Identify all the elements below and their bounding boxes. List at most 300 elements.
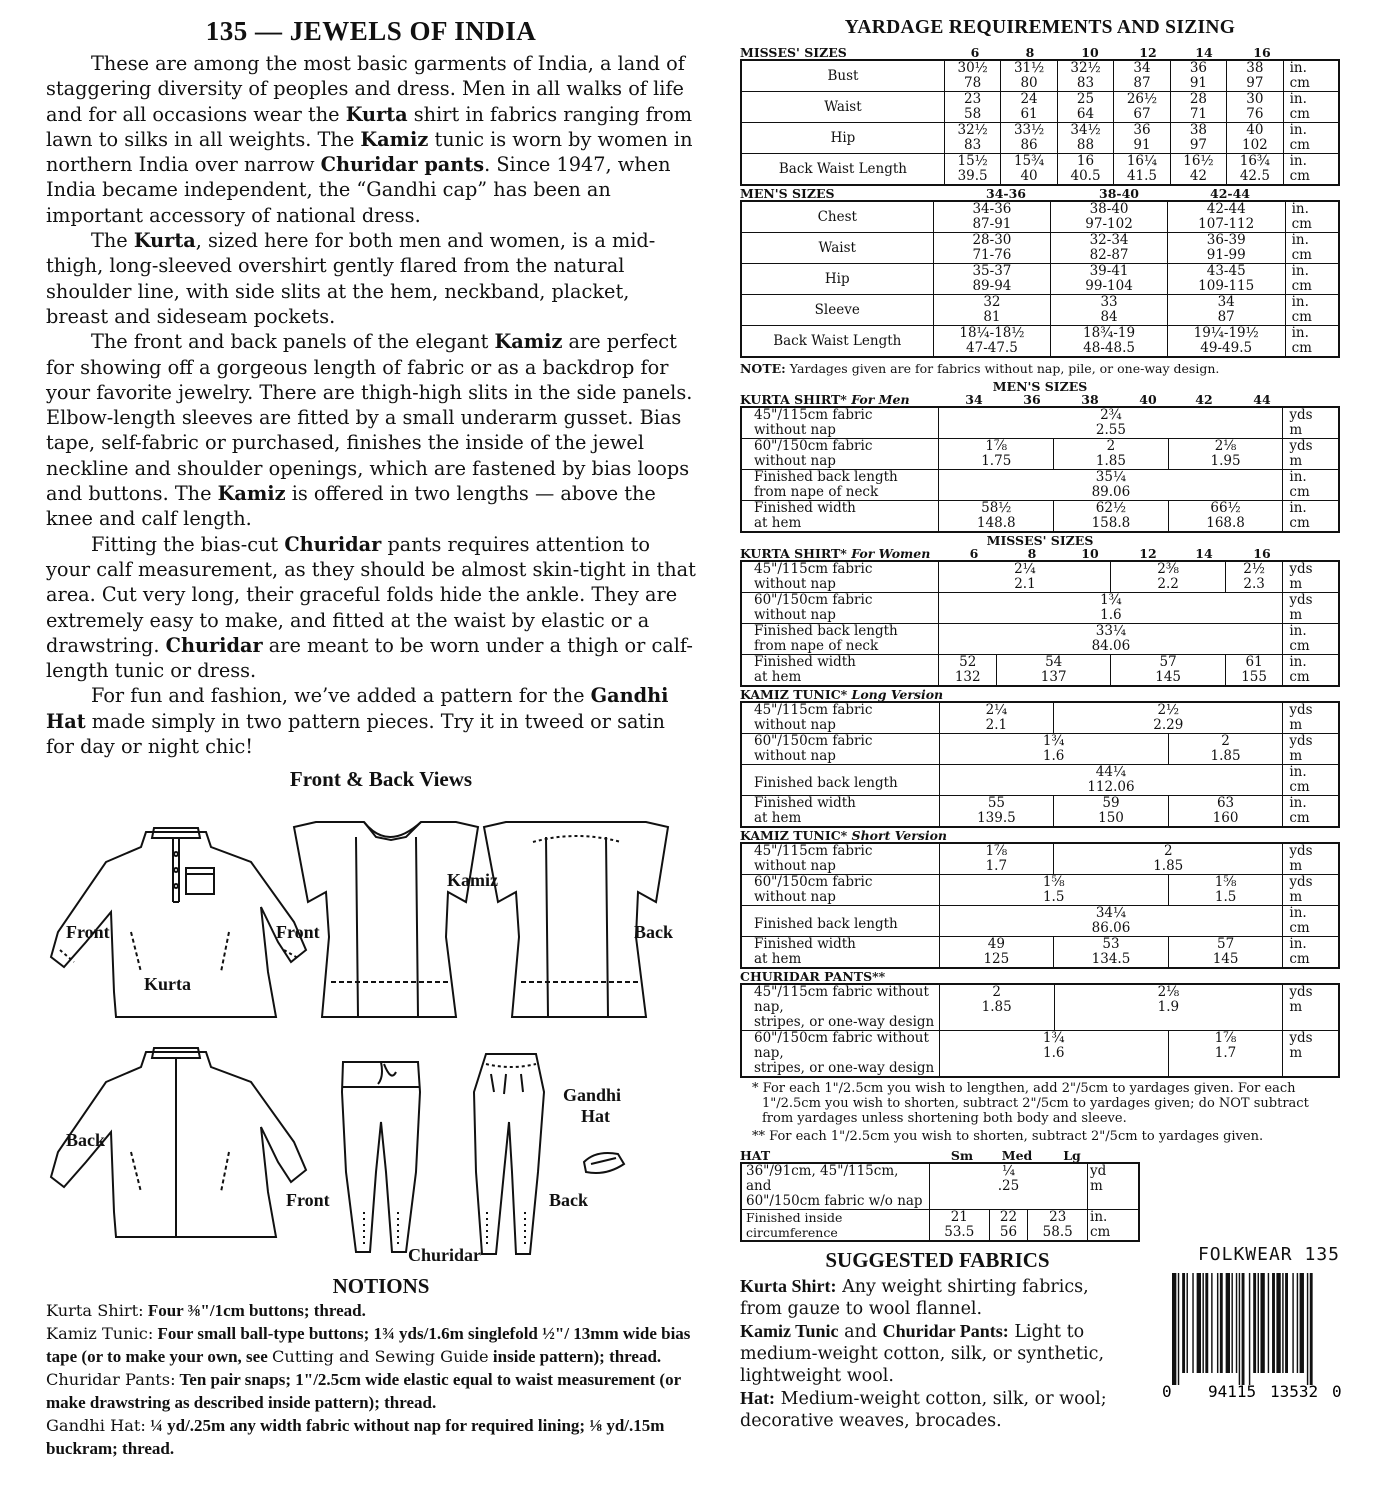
yardage-cell: 1¾ 1.6 (939, 1031, 1168, 1078)
barcode-bar (1226, 1273, 1230, 1373)
barcode-bar (1268, 1273, 1269, 1373)
barcode-bar (1197, 1273, 1201, 1373)
section-subname: For Women (846, 546, 931, 561)
yardage-cell: 1⅝ 1.5 (939, 875, 1168, 906)
yardage-title: YARDAGE REQUIREMENTS AND SIZING (844, 17, 1236, 38)
row-label: Back Waist Length (741, 326, 933, 358)
row-label: Sleeve (741, 295, 933, 326)
barcode-bar (1202, 1273, 1203, 1373)
barcode-block (1160, 1244, 1340, 1409)
size-header: 42 (1195, 392, 1213, 407)
unit-cell: in. cm (1283, 501, 1339, 533)
yardage-cell: 52 132 (939, 655, 997, 687)
size-header: 36 (1023, 392, 1041, 407)
size-header: 40 (1139, 392, 1157, 407)
section-name: KAMIZ TUNIC* Long Version (740, 687, 944, 702)
size-header: 14 (1195, 546, 1213, 561)
size-header: 12 (1139, 546, 1157, 561)
size-cell: 30½ 78 (944, 60, 1000, 92)
table-row (741, 937, 1339, 969)
unit-cell: in. cm (1285, 326, 1339, 358)
row-label: Finished width at hem (741, 937, 939, 969)
yardage-cell: ¼ .25 (930, 1163, 1088, 1210)
barcode-bar (1220, 1273, 1223, 1373)
unit-cell: yds m (1283, 702, 1339, 734)
row-label: 60"/150cm fabric without nap (741, 734, 939, 765)
size-header: Sm (950, 1148, 974, 1163)
sizing-table (740, 59, 1340, 186)
yardage-cell: 1⅞ 1.75 (939, 439, 1054, 470)
unit-cell: in. cm (1285, 201, 1339, 233)
hat-table (740, 1162, 1140, 1242)
size-cell: 15¾ 40 (1001, 154, 1057, 186)
section-heading (740, 828, 1340, 842)
unit-cell: in. cm (1283, 906, 1339, 937)
mens-sizes-label: MEN'S SIZES (992, 379, 1088, 394)
yardage-cell: 59 150 (1054, 796, 1169, 828)
barcode-bar (1307, 1273, 1308, 1385)
barcode-bar (1282, 1273, 1283, 1373)
row-label: 60"/150cm fabric without nap (741, 593, 939, 624)
kamiz-label: Kamiz (447, 870, 498, 891)
size-cell: 16 40.5 (1057, 154, 1113, 186)
kamiz-front-label: Front (276, 922, 320, 943)
row-label: 45"/115cm fabric without nap (741, 561, 939, 593)
notions-list (46, 1299, 696, 1460)
table-row (741, 561, 1339, 593)
row-label: Hip (741, 264, 933, 295)
size-header: 16 (1253, 546, 1271, 561)
notion-item: Gandhi Hat: ¼ yd/.25m any width fabric without nap for required lining; ⅛ yd/.15m buckram; thread. (46, 1416, 665, 1459)
intro-paragraph: For fun and fashion, we’ve added a pattern for the Gandhi Hat made simply in two pattern pieces. Try it in tweed or satin for day or night chic! (46, 684, 669, 759)
unit-cell: in. cm (1283, 60, 1339, 92)
intro-paragraph: Fitting the bias-cut Churidar pants requires attention to your calf measurement, as they should be almost skin-tight in that area. Cut very long, their graceful folds hide the ankle. They are extremely easy to make, and fitted at the waist by elastic or a drawstring. Churidar are meant to be worn under a thigh or calf-length tunic or dress. (46, 532, 696, 683)
yardage-cell: 1⅞ 1.7 (1168, 1031, 1283, 1078)
table-row (741, 264, 1339, 295)
unit-cell: in. cm (1283, 154, 1339, 186)
kurta-front-label: Front (66, 922, 110, 943)
section-heading (740, 186, 1340, 200)
barcode-bar (1310, 1273, 1313, 1385)
size-cell: 32 81 (933, 295, 1051, 326)
unit-cell: in. cm (1283, 796, 1339, 828)
table-row (741, 295, 1339, 326)
table-row (741, 60, 1339, 92)
notion-item: Churidar Pants: Ten pair snaps; 1"/2.5cm wide elastic equal to waist measurement (or make drawstring as described inside pattern); thread. (46, 1370, 681, 1413)
section-subname: For Men (846, 392, 910, 407)
table-row (741, 470, 1339, 501)
barcode-bar (1172, 1273, 1176, 1385)
bottom-area (740, 1244, 1342, 1448)
barcode-bar (1249, 1273, 1250, 1385)
suggested-fabrics-title: SUGGESTED FABRICS (825, 1248, 1050, 1272)
yardage-cell: 2¾ 2.55 (939, 407, 1283, 439)
size-header: 44 (1253, 392, 1271, 407)
table-row (741, 1031, 1339, 1078)
size-cell: 35-37 89-94 (933, 264, 1051, 295)
barcode-bar (1258, 1273, 1259, 1373)
table-row (741, 593, 1339, 624)
section-name: HAT (740, 1148, 771, 1163)
barcode-bar (1217, 1273, 1218, 1373)
table-row (741, 123, 1339, 154)
size-cell: 33 84 (1051, 295, 1167, 326)
churidar-front-label: Front (286, 1190, 330, 1211)
barcode-bar (1187, 1273, 1188, 1373)
size-cell: 32-34 82-87 (1051, 233, 1167, 264)
barcode-digits: 0 (1332, 1382, 1342, 1401)
unit-cell: yds m (1283, 984, 1339, 1031)
unit-cell: in. cm (1283, 92, 1339, 123)
size-header: 6 (969, 546, 979, 561)
yardage-cell: 2 1.85 (1054, 843, 1283, 875)
kurta-back-label: Back (66, 1130, 106, 1151)
section-name: KAMIZ TUNIC* Short Version (740, 828, 948, 843)
size-header: 8 (1025, 45, 1035, 60)
unit-cell: in. cm (1283, 470, 1339, 501)
misses-sizes-label: MISSES' SIZES (986, 533, 1094, 548)
table-row (741, 875, 1339, 906)
yardage-cell: 58½ 148.8 (939, 501, 1054, 533)
fabric-suggestion: Kamiz Tunic and Churidar Pants: Light to medium-weight cotton, silk, or synthetic, lightweight wool. (740, 1321, 1105, 1386)
barcode-bar (1211, 1273, 1212, 1373)
yardage-cell: 2 1.85 (1054, 439, 1169, 470)
unit-cell: yds m (1283, 734, 1339, 765)
size-header: 6 (970, 45, 980, 60)
yardage-table (740, 701, 1340, 828)
yardage-table (740, 560, 1340, 687)
section-heading (740, 1148, 1340, 1162)
unit-cell: yd m (1088, 1163, 1140, 1210)
unit-cell: in. cm (1283, 655, 1339, 687)
yardage-cell: 44¼ 112.06 (939, 765, 1283, 796)
row-label: 45"/115cm fabric without nap (741, 843, 939, 875)
churidar-back-label: Back (549, 1190, 589, 1211)
yardage-cell: 2¼ 2.1 (939, 561, 1111, 593)
unit-cell: in. cm (1283, 937, 1339, 969)
yardage-cell: 57 145 (1168, 937, 1283, 969)
unit-cell: yds m (1283, 439, 1339, 470)
unit-cell: in. cm (1283, 624, 1339, 655)
unit-cell: in. cm (1285, 233, 1339, 264)
table-row (741, 655, 1339, 687)
yardage-cell: 53 134.5 (1054, 937, 1169, 969)
barcode-bar (1242, 1273, 1245, 1385)
row-label: Waist (741, 92, 944, 123)
unit-cell: yds m (1283, 407, 1339, 439)
size-header: 16 (1253, 45, 1271, 60)
yardage-cell: 33¼ 84.06 (939, 624, 1283, 655)
notion-item: Kurta Shirt: Four ⅜"/1cm buttons; thread. (46, 1301, 366, 1321)
yardage-cell: 57 145 (1111, 655, 1225, 687)
size-header: 10 (1081, 546, 1099, 561)
size-cell: 25 64 (1057, 92, 1113, 123)
barcode-bar (1205, 1273, 1208, 1373)
table-row (741, 326, 1339, 358)
row-label: 45"/115cm fabric without nap, stripes, or one-way design (741, 984, 939, 1031)
sizing-table (740, 200, 1340, 358)
note: NOTE: Yardages given are for fabrics without nap, pile, or one-way design. (740, 361, 1220, 376)
barcode-bar (1292, 1273, 1293, 1373)
yardage-cell: 2½ 2.29 (1054, 702, 1283, 734)
yardage-table (740, 406, 1340, 533)
table-row (741, 1210, 1139, 1242)
yardage-cell: 35¼ 89.06 (939, 470, 1283, 501)
section-subname: Long Version (847, 687, 944, 702)
row-label: 45"/115cm fabric without nap (741, 702, 939, 734)
row-label: Waist (741, 233, 933, 264)
size-cell: 24 61 (1001, 92, 1057, 123)
table-row (741, 906, 1339, 937)
size-cell: 40 102 (1227, 123, 1283, 154)
size-cell: 19¼-19½ 49-49.5 (1167, 326, 1285, 358)
size-cell: 43-45 109-115 (1167, 264, 1285, 295)
section-name: MISSES' SIZES (740, 45, 847, 60)
size-cell: 26½ 67 (1114, 92, 1170, 123)
right-column (740, 14, 1340, 1448)
footnote: ** For each 1"/2.5cm you wish to shorten, subtract 2"/5cm to yardages given. (752, 1129, 1264, 1144)
size-header: 8 (1027, 546, 1037, 561)
unit-cell: yds m (1283, 561, 1339, 593)
table-row (741, 624, 1339, 655)
row-label: 60"/150cm fabric without nap (741, 439, 939, 470)
section-heading (740, 546, 1340, 560)
intro-text (46, 51, 696, 759)
section-name: CHURIDAR PANTS** (740, 969, 886, 984)
pattern-title: 135 — JEWELS OF INDIA (205, 16, 537, 46)
size-cell: 16½ 42 (1170, 154, 1226, 186)
size-header: 14 (1195, 45, 1213, 60)
yardage-cell: 1⅝ 1.5 (1168, 875, 1283, 906)
row-label: Finished back length (741, 906, 939, 937)
size-cell: 28 71 (1170, 92, 1226, 123)
yardage-cell: 2 1.85 (1168, 734, 1283, 765)
row-label: 60"/150cm fabric without nap, stripes, or one-way design (741, 1031, 939, 1078)
row-label: Bust (741, 60, 944, 92)
yardage-cell: 2½ 2.3 (1225, 561, 1283, 593)
fabric-suggestion: Kurta Shirt: Any weight shirting fabrics, from gauze to wool flannel. (740, 1276, 1089, 1319)
section-heading (740, 45, 1340, 59)
row-label: Back Waist Length (741, 154, 944, 186)
size-cell: 32½ 83 (944, 123, 1000, 154)
table-row (741, 92, 1339, 123)
size-cell: 39-41 99-104 (1051, 264, 1167, 295)
left-column (46, 14, 696, 1460)
row-label: 60"/150cm fabric without nap (741, 875, 939, 906)
section-subname: Short Version (847, 828, 948, 843)
yardage-cell: 2¼ 2.1 (939, 702, 1054, 734)
size-cell: 16¼ 41.5 (1114, 154, 1170, 186)
size-header: 34-36 (986, 186, 1026, 201)
barcode-bar (1276, 1273, 1280, 1373)
size-header: 42-44 (1210, 186, 1250, 201)
size-cell: 18¼-18½ 47-47.5 (933, 326, 1051, 358)
churidar-label: Churidar (408, 1245, 482, 1266)
table-row (741, 702, 1339, 734)
intro-paragraph: The front and back panels of the elegant Kamiz are perfect for showing off a gorgeous length of fabric or as a backdrop for your favorite jewelry. There are thigh-high slits in the side panels. Elbow-length sleeves are fitted by a small underarm gusset. Bias tape, self-fabric or purchased, finishes the inside of the jewel neckline and shoulder openings, which are fastened by bias loops and buttons. The Kamiz is offered in two lengths — above the knee and calf length. (46, 330, 693, 531)
churidar-front-drawing (342, 1062, 420, 1252)
size-cell: 36-39 91-99 (1167, 233, 1285, 264)
yardage-cell: 63 160 (1168, 796, 1283, 828)
yardage-cell: 62½ 158.8 (1054, 501, 1169, 533)
size-header: 10 (1081, 45, 1099, 60)
notions-title: NOTIONS (332, 1274, 430, 1299)
size-cell: 36 91 (1170, 60, 1226, 92)
section-heading (740, 969, 1340, 983)
row-label: Finished width at hem (741, 655, 939, 687)
barcode-digits: 13532 (1270, 1382, 1319, 1401)
table-row (741, 407, 1339, 439)
yardage-tables (740, 45, 1340, 1242)
unit-cell: in. cm (1088, 1210, 1140, 1242)
size-header: 38-40 (1099, 186, 1139, 201)
size-header: 12 (1139, 45, 1157, 60)
barcode-bar (1182, 1273, 1185, 1373)
size-cell: 36 91 (1114, 123, 1170, 154)
barcode-bar (1231, 1273, 1232, 1373)
size-cell: 38 97 (1170, 123, 1226, 154)
yardage-table (740, 842, 1340, 969)
footnote: * For each 1"/2.5cm you wish to lengthen, add 2"/5cm to yardages given. For each 1"/2.5cm you wish to shorten, subtract 2"/5cm to yardages given; do NOT subtract from yardages unless shortening both body and sleeve. (752, 1081, 1309, 1126)
size-header: 38 (1081, 392, 1099, 407)
yardage-cell: 66½ 168.8 (1168, 501, 1283, 533)
kamiz-back-drawing (484, 822, 668, 1017)
table-row (741, 984, 1339, 1031)
gandhi-label: Gandhi (563, 1085, 622, 1106)
size-cell: 31½ 80 (1001, 60, 1057, 92)
unit-cell: in. cm (1283, 123, 1339, 154)
size-cell: 34 87 (1167, 295, 1285, 326)
yardage-cell: 1¾ 1.6 (939, 734, 1168, 765)
row-label: Finished inside circumference (741, 1210, 930, 1242)
size-cell: 18¾-19 48-48.5 (1051, 326, 1167, 358)
row-label: Hip (741, 123, 944, 154)
row-label: Finished back length from nape of neck (741, 470, 939, 501)
views-title: Front & Back Views (289, 767, 473, 792)
notion-item: Kamiz Tunic: Four small ball-type buttons; 1¾ yds/1.6m singlefold ½"/ 13mm wide bias tape (or to make your own, see Cutting and Sewing Guide inside pattern); thread. (46, 1324, 691, 1367)
size-cell: 15½ 39.5 (944, 154, 1000, 186)
row-label: Finished width at hem (741, 501, 939, 533)
table-row (741, 843, 1339, 875)
table-row (741, 765, 1339, 796)
row-label: Chest (741, 201, 933, 233)
size-cell: 42-44 107-112 (1167, 201, 1285, 233)
garment-illustrations (46, 792, 696, 1272)
yardage-cell: 2⅛ 1.9 (1054, 984, 1283, 1031)
barcode-digits: 0 (1162, 1382, 1172, 1401)
size-cell: 34½ 88 (1057, 123, 1113, 154)
barcode-bar (1239, 1273, 1240, 1385)
unit-cell: in. cm (1283, 765, 1339, 796)
table-row (741, 1163, 1139, 1210)
table-row (741, 796, 1339, 828)
fabric-suggestion: Hat: Medium-weight cotton, silk, or wool; decorative weaves, brocades. (740, 1388, 1107, 1431)
barcode-bar (1192, 1273, 1193, 1373)
size-cell: 23 58.5 (1028, 1210, 1088, 1242)
intro-paragraph: The Kurta, sized here for both men and women, is a mid-thigh, long-sleeved overshirt gently flared from the natural shoulder line, with side slits at the hem, neckband, placket, breast and sideseam pockets. (46, 229, 656, 328)
size-cell: 34 87 (1114, 60, 1170, 92)
unit-cell: yds m (1283, 875, 1339, 906)
churidar-back-drawing (474, 1054, 544, 1254)
unit-cell: yds m (1283, 843, 1339, 875)
barcode-bar (1178, 1273, 1179, 1385)
row-label: 45"/115cm fabric without nap (741, 407, 939, 439)
row-label: Finished back length from nape of neck (741, 624, 939, 655)
unit-cell: in. cm (1285, 264, 1339, 295)
table-row (741, 439, 1339, 470)
size-cell: 28-30 71-76 (933, 233, 1051, 264)
barcode-bar (1300, 1273, 1304, 1373)
barcode-bar (1260, 1273, 1264, 1373)
yardage-cell: 2⅜ 2.2 (1111, 561, 1225, 593)
kamiz-back-label: Back (634, 922, 674, 943)
product-code: FOLKWEAR 135 (1197, 1244, 1340, 1265)
gandhi-hat-drawing (584, 1153, 624, 1173)
barcode-bar (1272, 1273, 1275, 1373)
section-heading (740, 687, 1340, 701)
section-name: MEN'S SIZES (740, 186, 835, 201)
kurta-label: Kurta (144, 974, 191, 995)
size-cell: 38 97 (1227, 60, 1283, 92)
row-label: 36"/91cm, 45"/115cm, and 60"/150cm fabric w/o nap (741, 1163, 930, 1210)
garment-drawings (46, 792, 696, 1272)
table-row (741, 201, 1339, 233)
intro-paragraph: These are among the most basic garments of India, a land of staggering diversity of peoples and dress. Men in all walks of life and for all occasions wear the Kurta shirt in fabrics ranging from lawn to silks in all weights. The Kamiz tunic is worn by women in northern India over narrow Churidar pants. Since 1947, when India became independent, the “Gandhi cap” has been an important accessory of national dress. (46, 52, 693, 227)
yardage-cell: 1⅞ 1.7 (939, 843, 1054, 875)
yardage-cell: 61 155 (1225, 655, 1283, 687)
kamiz-front-drawing (294, 822, 478, 1017)
size-cell: 16¾ 42.5 (1227, 154, 1283, 186)
barcode-bar (1236, 1273, 1237, 1373)
unit-cell: in. cm (1285, 295, 1339, 326)
table-row (741, 154, 1339, 186)
row-label: Finished width at hem (741, 796, 939, 828)
table-row (741, 233, 1339, 264)
barcode-digits: 94115 (1208, 1382, 1257, 1401)
barcode (1160, 1265, 1340, 1405)
size-header: 34 (965, 392, 983, 407)
yardage-cell: 2 1.85 (939, 984, 1054, 1031)
barcode-bar (1297, 1273, 1298, 1373)
suggested-fabrics (740, 1248, 1135, 1432)
size-cell: 33½ 86 (1001, 123, 1057, 154)
yardage-cell: 55 139.5 (939, 796, 1054, 828)
size-cell: 32½ 83 (1057, 60, 1113, 92)
table-row (741, 501, 1339, 533)
hat-label: Hat (581, 1106, 610, 1127)
size-cell: 22 56 (989, 1210, 1028, 1242)
size-cell: 30 76 (1227, 92, 1283, 123)
section-name: KURTA SHIRT* For Women (740, 546, 931, 561)
size-cell: 23 58 (944, 92, 1000, 123)
unit-cell: yds m (1283, 593, 1339, 624)
yardage-cell: 34¼ 86.06 (939, 906, 1283, 937)
section-name: KURTA SHIRT* For Men (740, 392, 910, 407)
row-label: Finished back length (741, 765, 939, 796)
table-row (741, 734, 1339, 765)
barcode-bar (1253, 1273, 1256, 1373)
yardage-table (740, 983, 1340, 1078)
yardage-cell: 54 137 (996, 655, 1110, 687)
size-header: Lg (1063, 1148, 1081, 1163)
size-header: Med (1001, 1148, 1033, 1163)
unit-cell: yds m (1283, 1031, 1339, 1078)
section-heading (740, 392, 1340, 406)
size-cell: 38-40 97-102 (1051, 201, 1167, 233)
yardage-cell: 49 125 (939, 937, 1054, 969)
yardage-cell: 2⅛ 1.95 (1168, 439, 1283, 470)
yardage-cell: 1¾ 1.6 (939, 593, 1283, 624)
